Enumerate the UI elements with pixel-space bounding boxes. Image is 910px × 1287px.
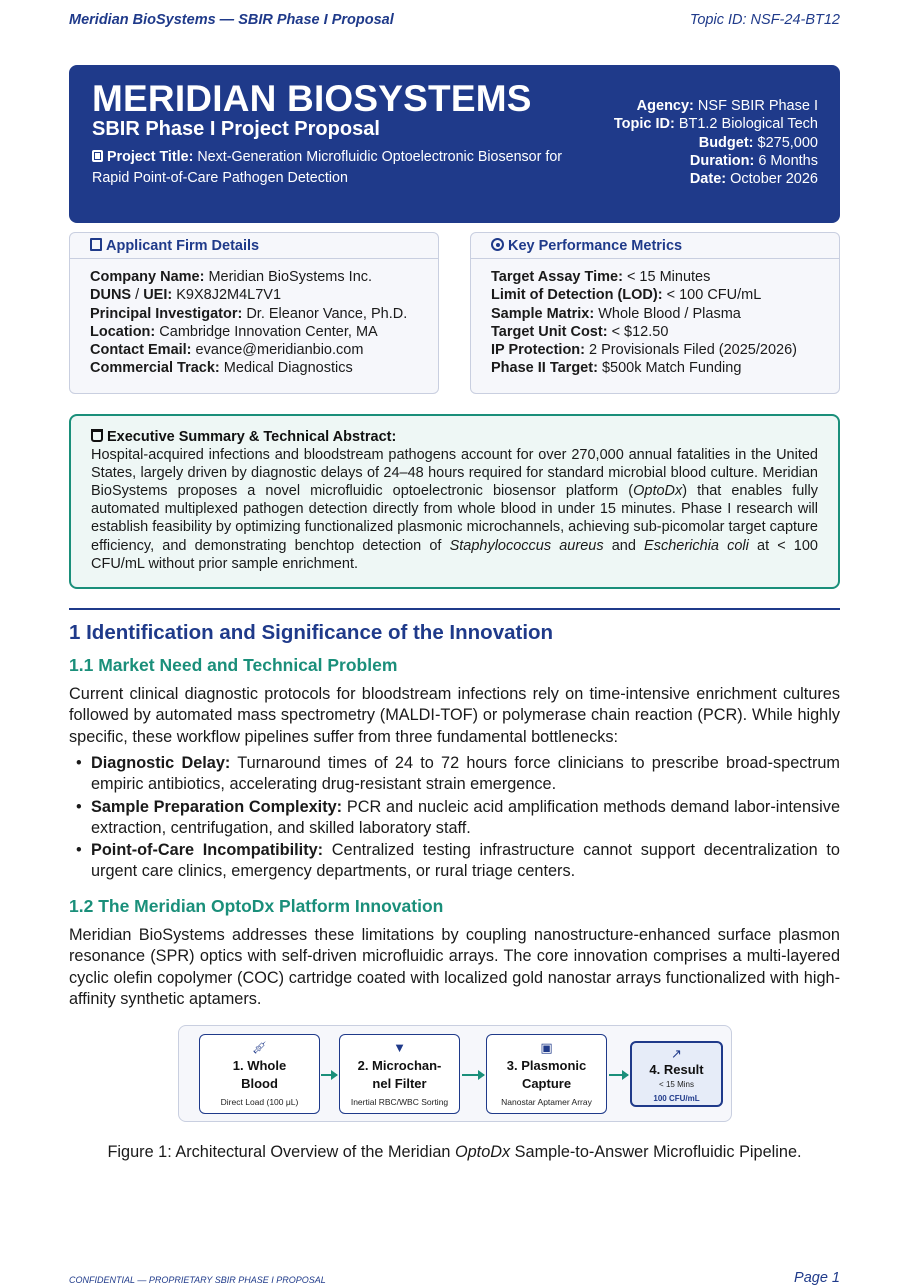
- kpi-lod: Limit of Detection (LOD): < 100 CFU/mL: [491, 287, 762, 304]
- stage-whole-blood: 💉︎ 1. Whole Blood Direct Load (100 μL): [199, 1034, 320, 1114]
- executive-summary-text: Hospital-acquired infections and bloodstream pathogens account for over 270,000 annual fatalities in the United States, largely driven by diagnostic delays of 24–48 hours required for standard microbial blood culture. Meridian BioSystems proposes a novel microfluidic optoelectronic biosensor platform (OptoDx) that enables fully automated multiplexed pathogen detection directly from whole blood in under 15 minutes. Phase I research will establish feasibility by optimizing functionalized plasmonic microchannels, achieving sub-picomolar target capture efficiency, and demonstrating benchtop detection of Staphylococcus aureus and Escherichia coli at < 100 CFU/mL without prior sample enrichment.: [91, 447, 818, 572]
- kpi-body: [471, 259, 839, 378]
- meta-budget: Budget: $275,000: [698, 134, 818, 151]
- meta-date: Date: October 2026: [689, 171, 818, 188]
- arrow-icon: [609, 1074, 628, 1076]
- running-header: [69, 12, 840, 32]
- header-topic-id: Topic ID: NSF-24-BT12: [689, 12, 840, 28]
- section-1-1-heading: 1.1 Market Need and Technical Problem: [69, 655, 398, 675]
- section-1-heading: 1 Identification and Significance of the Innovation: [69, 621, 554, 644]
- firm-details-body: [70, 259, 438, 378]
- project-title-text: Next-Generation Microfluidic Optoelectronic Biosensor for Rapid Point-of-Care Pathogen Detection: [92, 149, 563, 186]
- firm-pi: Principal Investigator: Dr. Eleanor Vance, Ph.D.: [90, 305, 408, 322]
- kpi-header: Key Performance Metrics: [471, 233, 839, 259]
- section-1-2-heading: 1.2 The Meridian OptoDx Platform Innovation: [69, 896, 444, 916]
- pipeline-diagram: [178, 1025, 732, 1122]
- figure-caption: Figure 1: Architectural Overview of the Meridian OptoDx Sample-to-Answer Microfluidic Pipeline.: [107, 1143, 802, 1161]
- stage-microchannel-filter: ▼ 2. Microchan-nel Filter Inertial RBC/WBC Sorting: [339, 1034, 460, 1114]
- meta-duration: Duration: 6 Months: [689, 152, 818, 169]
- firm-email: Contact Email: evance@meridianbio.com: [90, 342, 364, 359]
- chip-icon: ▣: [540, 1040, 553, 1055]
- filter-icon: ▼: [393, 1040, 406, 1055]
- firm-track: Commercial Track: Medical Diagnostics: [90, 360, 353, 377]
- proposal-subtitle: SBIR Phase I Project Proposal: [92, 118, 380, 140]
- firm-details-card: [69, 232, 439, 394]
- chip-icon: [92, 150, 103, 162]
- stage-plasmonic-capture: ▣ 3. Plasmonic Capture Nanostar Aptamer Array: [486, 1034, 607, 1114]
- syringe-icon: 💉︎: [251, 1040, 268, 1055]
- page-number: Page 1: [794, 1270, 840, 1286]
- list-item: • Point-of-Care Incompatibility: Centralized testing infrastructure cannot support decentralization to urgent care clinics, emergency departments, or rural triage centers.: [69, 840, 840, 883]
- executive-summary-box: [69, 414, 840, 589]
- executive-summary-title: Executive Summary & Technical Abstract:: [91, 428, 818, 446]
- kpi-phase2: Phase II Target: $500k Match Funding: [491, 360, 742, 377]
- chart-icon: ↗: [671, 1046, 682, 1061]
- firm-details-header: Applicant Firm Details: [70, 233, 438, 259]
- target-icon: [491, 238, 504, 251]
- proposal-meta: [598, 97, 818, 188]
- kpi-matrix: Sample Matrix: Whole Blood / Plasma: [491, 305, 741, 322]
- confidential-footer: CONFIDENTIAL — PROPRIETARY SBIR PHASE I PROPOSAL: [69, 1275, 326, 1285]
- meta-topic: Topic ID: BT1.2 Biological Tech: [613, 116, 818, 133]
- kpi-card: [470, 232, 840, 394]
- kpi-cost: Target Unit Cost: < $12.50: [491, 323, 669, 340]
- section-divider: [69, 608, 840, 610]
- bottleneck-list: [69, 753, 840, 884]
- firm-company: Company Name: Meridian BioSystems Inc.: [90, 269, 373, 285]
- header-proposal-title: Meridian BioSystems — SBIR Phase I Proposal: [69, 12, 394, 28]
- list-item: • Sample Preparation Complexity: PCR and nucleic acid amplification methods demand labor-intensive extraction, centrifugation, and skilled laboratory staff.: [69, 797, 840, 840]
- list-item: • Diagnostic Delay: Turnaround times of 24 to 72 hours force clinicians to prescribe broad-spectrum empiric antibiotics, accelerating drug-resistant strain emergence.: [69, 753, 840, 796]
- kpi-assay-time: Target Assay Time: < 15 Minutes: [491, 269, 711, 285]
- title-banner: [69, 65, 840, 223]
- stage-result: ↗ 4. Result < 15 Mins 100 CFU/mL: [630, 1041, 723, 1107]
- company-title: MERIDIAN BIOSYSTEMS: [92, 78, 532, 119]
- project-title-label: Project Title:: [107, 149, 194, 165]
- firm-duns: DUNS / UEI: K9X8J2M4L7V1: [90, 287, 282, 304]
- flask-icon: [91, 429, 103, 442]
- arrow-icon: [462, 1074, 484, 1076]
- section-1-1-paragraph: Current clinical diagnostic protocols for bloodstream infections rely on time-intensive enrichment cultures followed by automated mass spectrometry (MALDI-TOF) or polymerase chain reaction (PCR). While highly specific, these workflow pipelines suffer from three fundamental bottlenecks:: [69, 685, 840, 746]
- building-icon: [90, 238, 102, 251]
- kpi-ip: IP Protection: 2 Provisionals Filed (2025/2026): [491, 342, 797, 359]
- arrow-icon: [321, 1074, 337, 1076]
- project-title-block: [92, 147, 602, 189]
- section-1-2-paragraph: Meridian BioSystems addresses these limitations by coupling nanostructure-enhanced surface plasmon resonance (SPR) optics with self-driven microfluidic arrays. The core innovation comprises a multi-layered cyclic olefin copolymer (COC) cartridge coated with localized gold nanostar arrays functionalized with high-affinity synthetic aptamers.: [69, 926, 840, 1008]
- firm-location: Location: Cambridge Innovation Center, MA: [90, 323, 378, 340]
- meta-agency: Agency: NSF SBIR Phase I: [636, 98, 818, 114]
